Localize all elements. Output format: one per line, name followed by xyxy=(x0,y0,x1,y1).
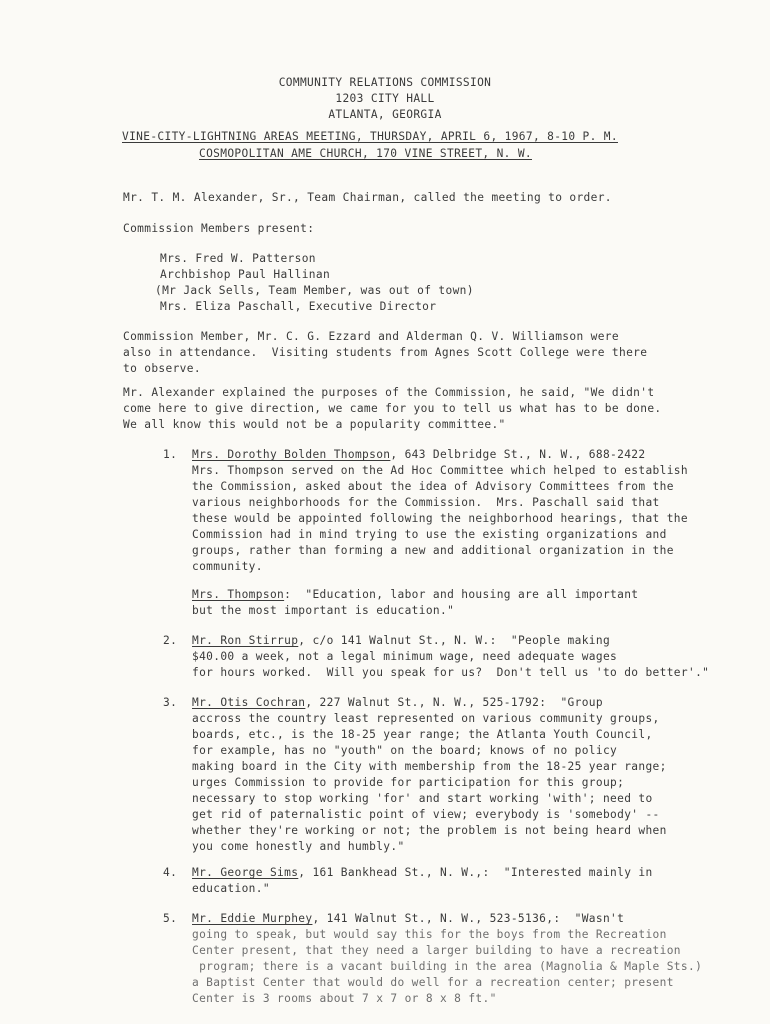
quote-line: but the most important is education." xyxy=(192,604,455,617)
item-line: necessary to stop working 'for' and start working 'with'; need to xyxy=(192,792,653,805)
item-line: accross the country least represented on various community groups, xyxy=(192,712,660,725)
item-line: these would be appointed following the neighborhood hearings, that the xyxy=(192,512,688,525)
item-line: Mrs. Thompson served on the Ad Hoc Committee which helped to establish xyxy=(192,464,688,477)
speaker-name: Mrs. Dorothy Bolden Thompson xyxy=(192,448,391,461)
item-line: making board in the City with membership from the 18-25 year range; xyxy=(192,760,667,773)
item-line: groups, rather than forming a new and additional organization in the xyxy=(192,544,674,557)
attendance-line-1: Commission Member, Mr. C. G. Ezzard and Alderman Q. V. Williamson were xyxy=(123,330,619,343)
item-heading xyxy=(192,634,610,648)
item-line: urges Commission to provide for participation for this group; xyxy=(192,776,625,789)
speaker-name: Mr. George Sims xyxy=(192,866,299,879)
item-line: the Commission, asked about the idea of Advisory Committees from the xyxy=(192,480,674,493)
item-line: $40.00 a week, not a legal minimum wage, need adequate wages xyxy=(192,650,618,663)
speaker-name: Mr. Ron Stirrup xyxy=(192,634,299,647)
item-line: education." xyxy=(192,882,270,895)
quote-speaker: Mrs. Thompson xyxy=(192,588,285,601)
item-heading xyxy=(192,866,653,880)
item-number: 4. xyxy=(163,866,178,879)
speaker-details: , 141 Walnut St., N. W., 523-5136,: "Wasn't xyxy=(312,912,625,925)
item-line: boards, etc., is the 18-25 year range; the Atlanta Youth Council, xyxy=(192,728,653,741)
attendance-line-2: also in attendance. Visiting students from Agnes Scott College were there xyxy=(123,346,648,359)
org-city: ATLANTA, GEORGIA xyxy=(328,108,442,121)
item-heading xyxy=(192,912,624,926)
purpose-line-2: come here to give direction, we came for you to tell us what has to be done. xyxy=(123,402,662,415)
item-line: various neighborhoods for the Commission. Mrs. Paschall said that xyxy=(192,496,660,509)
purpose-line-3: We all know this would not be a popularity committee." xyxy=(123,418,506,431)
members-heading: Commission Members present: xyxy=(123,222,315,235)
item-line: get rid of paternalistic point of view; everybody is 'somebody' -- xyxy=(192,808,660,821)
item-line: Center present, that they need a larger building to have a recreation xyxy=(192,944,681,957)
quote-text: : "Education, labor and housing are all important xyxy=(284,588,639,601)
meeting-location: COSMOPOLITAN AME CHURCH, 170 VINE STREET, N. W. xyxy=(199,147,533,160)
member-3: (Mr Jack Sells, Team Member, was out of town) xyxy=(155,284,474,297)
member-1: Mrs. Fred W. Patterson xyxy=(160,252,316,265)
call-to-order: Mr. T. M. Alexander, Sr., Team Chairman, called the meeting to order. xyxy=(123,191,612,204)
item-line: for example, has no "youth" on the board; knows of no policy xyxy=(192,744,618,757)
item-line: going to speak, but would say this for the boys from the Recreation xyxy=(192,928,667,941)
speaker-details: , c/o 141 Walnut St., N. W.: "People making xyxy=(298,634,611,647)
org-name: COMMUNITY RELATIONS COMMISSION xyxy=(278,76,492,89)
meeting-title: VINE-CITY-LIGHTNING AREAS MEETING, THURSDAY, APRIL 6, 1967, 8-10 P. M. xyxy=(122,130,618,143)
item-number: 2. xyxy=(163,634,178,647)
member-4: Mrs. Eliza Paschall, Executive Director xyxy=(160,300,437,313)
item-number: 1. xyxy=(163,448,178,461)
speaker-details: , 643 Delbridge St., N. W., 688-2422 xyxy=(390,448,646,461)
item-line: you come honestly and humbly." xyxy=(192,840,405,853)
item-number: 5. xyxy=(163,912,178,925)
item-number: 3. xyxy=(163,696,178,709)
speaker-details: , 227 Walnut St., N. W., 525-1792: "Group xyxy=(305,696,603,709)
member-2: Archbishop Paul Hallinan xyxy=(160,268,331,281)
item-line: community. xyxy=(192,560,263,573)
item-line: program; there is a vacant building in the area (Magnolia & Maple Sts.) xyxy=(192,960,703,973)
attendance-line-3: to observe. xyxy=(123,362,201,375)
speaker-name: Mr. Otis Cochran xyxy=(192,696,306,709)
item-line: whether they're working or not; the problem is not being heard when xyxy=(192,824,667,837)
quote-heading xyxy=(192,588,638,602)
speaker-name: Mr. Eddie Murphey xyxy=(192,912,313,925)
purpose-line-1: Mr. Alexander explained the purposes of the Commission, he said, "We didn't xyxy=(123,386,655,399)
org-address: 1203 CITY HALL xyxy=(335,92,435,105)
item-line: a Baptist Center that would do well for a recreation center; present xyxy=(192,976,674,989)
item-heading xyxy=(192,696,603,710)
item-line: Commission had in mind trying to use the existing organizations and xyxy=(192,528,667,541)
item-line: for hours worked. Will you speak for us? Don't tell us 'to do better'." xyxy=(192,666,710,679)
speaker-details: , 161 Bankhead St., N. W.,: "Interested mainly in xyxy=(298,866,653,879)
item-heading xyxy=(192,448,645,462)
item-line: Center is 3 rooms about 7 x 7 or 8 x 8 ft." xyxy=(192,992,497,1005)
